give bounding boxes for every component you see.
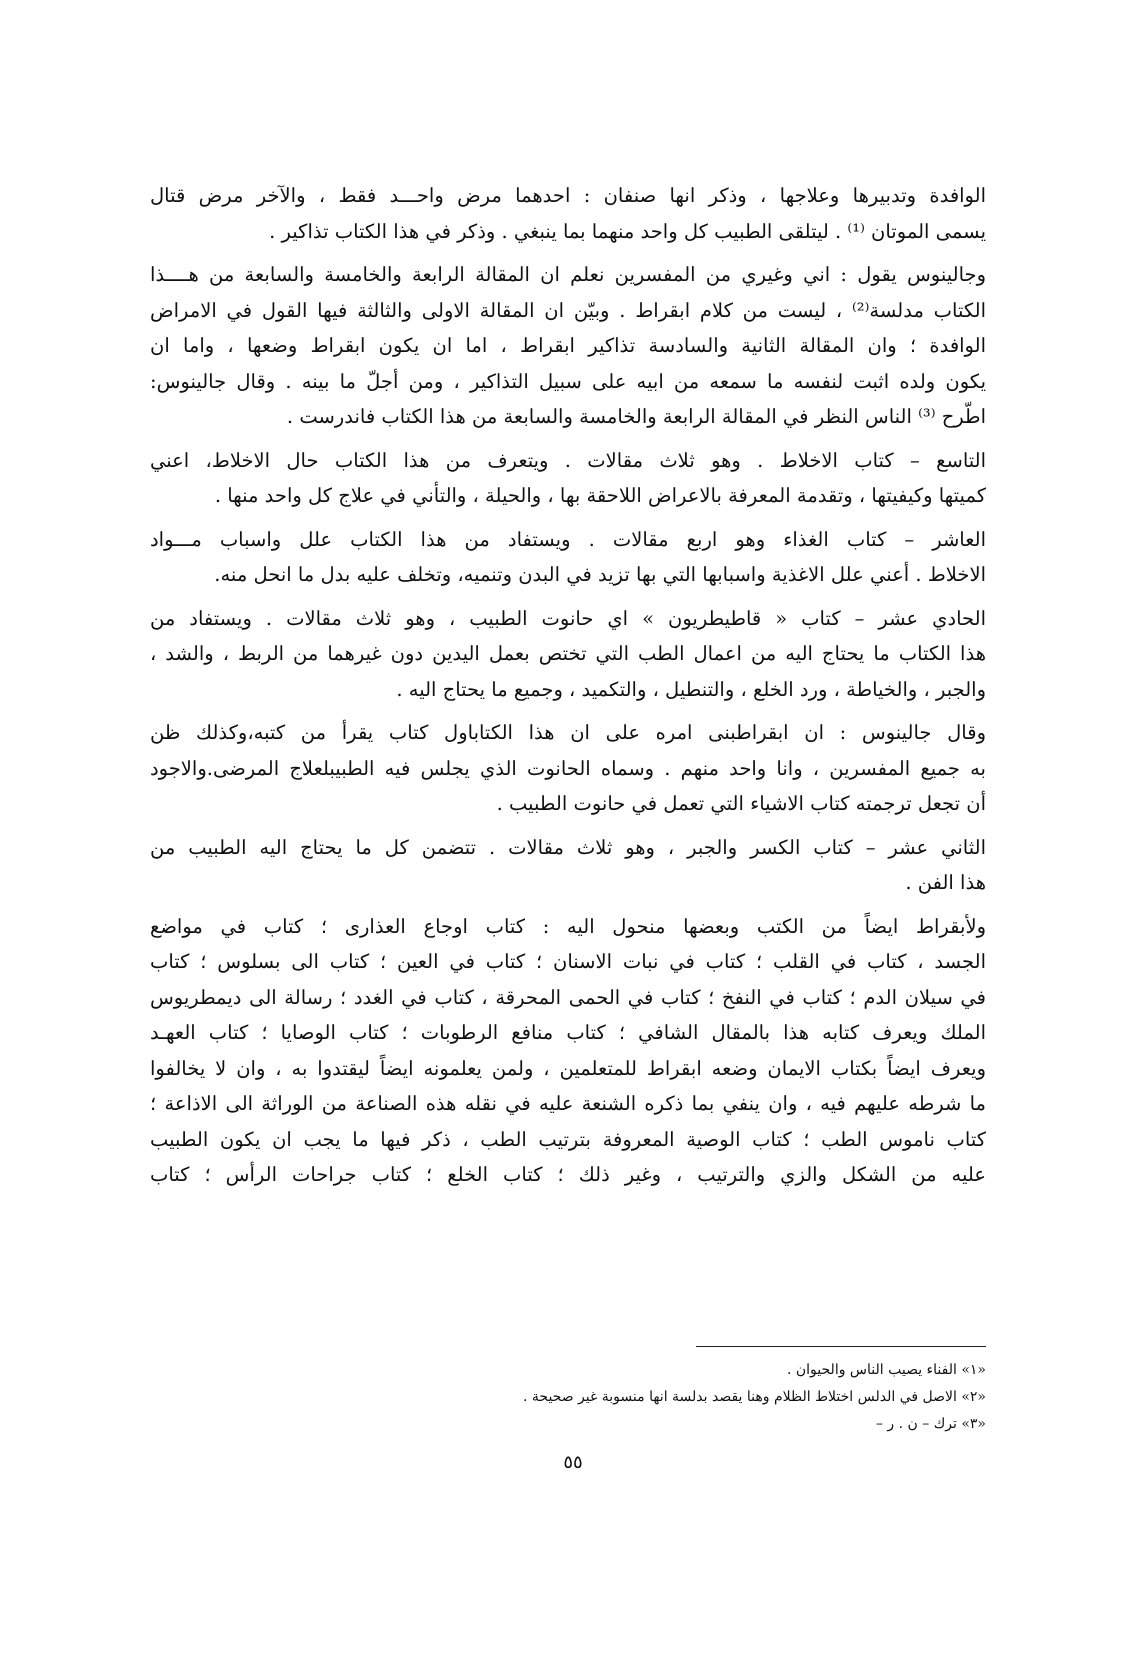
text-line: هذا الفن . bbox=[905, 871, 986, 894]
text-line: الثاني عشر – كتاب الكسر والجبر ، وهو ثلاث مقالات . تتضمن كل ما يحتاج اليه الطبيب من bbox=[150, 835, 986, 859]
paragraph-3 bbox=[150, 443, 986, 514]
text-line: الوافدة وتدبيرها وعلاجها ، وذكر انها صنفان : احدهما مرض واحـــد فقط ، والآخر مرض قتال bbox=[150, 184, 986, 207]
paragraph-7 bbox=[150, 830, 986, 901]
text-line: وجالينوس يقول : اني وغيري من المفسرين نعلم ان المقالة الرابعة والخامسة والسابعة من هــــذا bbox=[150, 263, 986, 286]
page-number: ٥٥ bbox=[563, 1452, 583, 1473]
paragraph-2 bbox=[150, 257, 986, 435]
paragraph-4 bbox=[150, 522, 986, 593]
text-line: الجسد ، كتاب في القلب ؛ كتاب في نبات الاسنان ؛ كتاب في العين ؛ كتاب الى بسلوس ؛ كتاب bbox=[150, 950, 986, 973]
text-line: هذا الكتاب ما يحتاج اليه من اعمال الطب التي تختص بعمل اليدين دون غيرهما من الربط ، والشد ، bbox=[150, 642, 986, 665]
paragraph-8 bbox=[150, 909, 986, 1193]
text-line: التاسع – كتاب الاخلاط . وهو ثلاث مقالات . ويتعرف من هذا الكتاب حال الاخلاط، اعني bbox=[150, 448, 986, 472]
text-line: كتاب ناموس الطب ؛ كتاب الوصية المعروفة بترتيب الطب ، ذكر فيها ما يجب ان يكون الطبيب bbox=[150, 1127, 986, 1151]
text-line: ولأبقراط ايضاً من الكتب وبعضها منحول اليه : كتاب اوجاع العذارى ؛ كتاب في مواضع bbox=[150, 914, 986, 938]
text-line: ويعرف ايضاً بكتاب الايمان وضعه ابقراط للمتعلمين ، ولمن يعلمونه ايضاً ليقتدوا به ، وان لا يخالفوا bbox=[150, 1056, 986, 1080]
text-line: يكون ولده اثبت لنفسه ما سمعه من ابيه على سبيل التذاكير ، ومن أجلّ ما بينه . وقال جالينوس: bbox=[150, 369, 986, 393]
paragraph-6 bbox=[150, 715, 986, 822]
text-line: به جميع المفسرين ، وانا واحد منهم . وسماه الحانوت الذي يجلس فيه الطبيبلعلاج المرضى.والاجود bbox=[150, 756, 986, 780]
footnotes bbox=[150, 1346, 986, 1438]
paragraph-1 bbox=[150, 178, 986, 249]
text-line: اطّرح ⁽³⁾ الناس النظر في المقالة الرابعة والخامسة والسابعة من هذا الكتاب فاندرست . bbox=[286, 405, 986, 428]
paragraph-5 bbox=[150, 601, 986, 708]
text-line: يسمى الموتان ⁽¹⁾ . ليتلقى الطبيب كل واحد منهما بما ينبغي . وذكر في هذا الكتاب تذاكير . bbox=[269, 219, 986, 243]
text-line: أن تجعل ترجمته كتاب الاشياء التي تعمل في حانوت الطبيب . bbox=[496, 792, 986, 815]
footnote-1: «١» الفناء يصيب الناس والحيوان . bbox=[786, 1362, 986, 1378]
text-line: الوافدة ؛ وان المقالة الثانية والسادسة تذاكير ابقراط ، اما ان يكون ابقراط وضعها ، واما ان bbox=[150, 334, 986, 357]
footnote-2: «٢» الاصل في الدلس اختلاط الظلام وهنا يقصد بدلسة انها منسوبة غير صحيحة . bbox=[523, 1389, 986, 1405]
footnote-3: «٣» ترك – ن . ر – bbox=[875, 1416, 986, 1432]
footnote-divider bbox=[696, 1346, 986, 1347]
text-line: عليه من الشكل والزي والترتيب ، وغير ذلك ؛ كتاب الخلع ؛ كتاب جراحات الرأس ؛ كتاب bbox=[150, 1163, 986, 1186]
text-line: العاشر – كتاب الغذاء وهو اربع مقالات . ويستفاد من هذا الكتاب علل واسباب مـــواد bbox=[150, 527, 986, 551]
text-line: الاخلاط . أعني علل الاغذية واسبابها التي بها تزيد في البدن وتنميه، وتخلف عليه بدل ما انحل منه. bbox=[214, 563, 986, 586]
text-line: ما شرطه عليهم فيه ، وان ينفي بما ذكره الشنعة عليه في نقله هذه الصناعة من الوراثة الى الاذاعة ؛ bbox=[150, 1092, 986, 1115]
text-line: كميتها وكيفيتها ، وتقدمة المعرفة بالاعراض اللاحقة بها ، والحيلة ، والتأني في علاج كل واحد منها . bbox=[214, 484, 986, 507]
book-page-body bbox=[150, 178, 986, 1201]
text-line: وقال جالينوس : ان ابقراطبنى امره على ان هذا الكتاباول كتاب يقرأ من كتبه،وكذلك ظن bbox=[150, 721, 986, 744]
text-line: الملك ويعرف كتابه هذا بالمقال الشافي ؛ كتاب منافع الرطوبات ؛ كتاب الوصايا ؛ كتاب العهـد bbox=[150, 1021, 986, 1044]
text-line: الحادي عشر – كتاب « قاطيطريون » اي حانوت الطبيب ، وهو ثلاث مقالات . ويستفاد من bbox=[150, 606, 986, 630]
text-line: في سيلان الدم ؛ كتاب في النفخ ؛ كتاب في الحمى المحرقة ، كتاب في الغدد ؛ رسالة الى ديمطريوس bbox=[150, 985, 986, 1009]
text-line: والجبر ، والخياطة ، ورد الخلع ، والتنطيل ، والتكميد ، وجميع ما يحتاج اليه . bbox=[396, 677, 986, 701]
text-line: الكتاب مدلسة⁽²⁾ ، ليست من كلام ابقراط . وبيّن ان المقالة الاولى والثالثة فيها القول في الامراض bbox=[150, 298, 986, 322]
